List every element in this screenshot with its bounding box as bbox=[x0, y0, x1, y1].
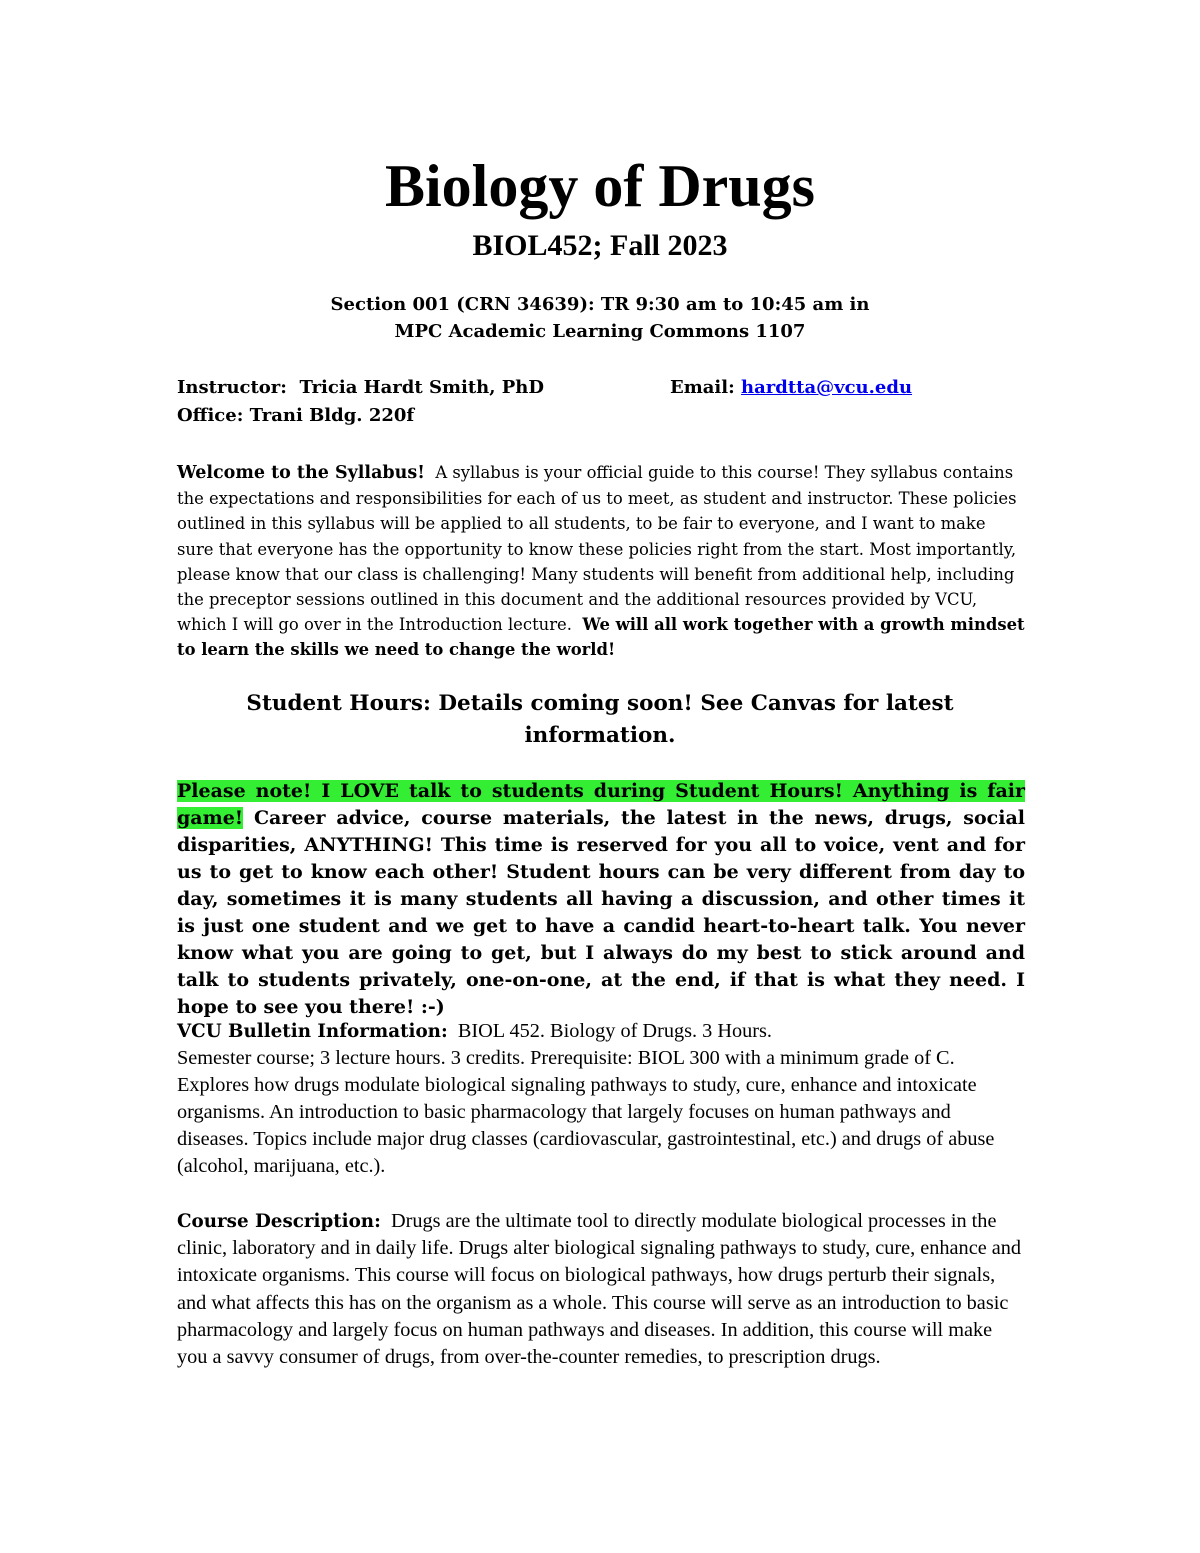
email-info bbox=[670, 374, 912, 402]
section-info-line-2: MPC Academic Learning Commons 1107 bbox=[394, 321, 806, 342]
welcome-closing: We will all work together with a growth mindset to learn the skills we need to change the world! bbox=[177, 615, 1025, 660]
office-info bbox=[177, 402, 414, 430]
welcome-body: A syllabus is your official guide to this course! They syllabus contains the expectations and responsibilities for each of us to meet, as student and instructor. These policies outlined in this syllabus will be applied to all students, to be fair to everyone, and I want to make sure that everyone has the opportunity to know these policies right from the start. Most importantly, please know that our class is challenging! Many students will benefit from additional help, including the preceptor sessions outlined in this document and the additional resources provided by VCU, which I will go over in the Introduction lecture. bbox=[177, 463, 1017, 635]
course-description-body: Drugs are the ultimate tool to directly modulate biological processes in the clinic, laboratory and in daily life. Drugs alter biological signaling pathways to study, cure, enhance and intoxicate organisms. This course will focus on biological pathways, how drugs perturb their signals, and what affects this has on the organism as a whole. This course will serve as an introduction to basic pharmacology and largely focus on human pathways and diseases. In addition, this course will make you a savvy consumer of drugs, from over-the-counter remedies, to prescription drugs. bbox=[177, 1210, 1022, 1369]
email-label: Email: bbox=[670, 377, 735, 398]
highlighted-note: Please note! I LOVE talk to students during Student Hours! Anything is fair game! bbox=[177, 780, 1025, 829]
email-link[interactable]: hardtta@vcu.edu bbox=[741, 377, 913, 398]
bulletin-body: Semester course; 3 lecture hours. 3 credits. Prerequisite: BIOL 300 with a minimum grade of C. Explores how drugs modulate biological signaling pathways to study, cure, enhance and intoxicate organisms. An introduction to basic pharmacology that largely focuses on human pathways and diseases. Topics include major drug classes (cardiovascular, gastrointestinal, etc.) and drugs of abuse (alcohol, marijuana, etc.). bbox=[177, 1047, 995, 1177]
student-hours-note bbox=[177, 778, 1025, 1021]
welcome-heading: Welcome to the Syllabus! bbox=[177, 463, 425, 483]
bulletin-title-line: BIOL 452. Biology of Drugs. 3 Hours. bbox=[457, 1020, 773, 1042]
student-hours-heading: Student Hours: Details coming soon! See Canvas for latest information. bbox=[246, 691, 954, 748]
course-code-term: BIOL452; Fall 2023 bbox=[472, 229, 728, 262]
course-description-heading: Course Description: bbox=[177, 1211, 381, 1232]
instructor-info bbox=[177, 374, 544, 402]
course-description-paragraph bbox=[177, 1208, 1027, 1371]
office-location: Trani Bldg. 220f bbox=[249, 405, 415, 426]
bulletin-paragraph bbox=[177, 1018, 1027, 1180]
student-hours-body: Career advice, course materials, the latest in the news, drugs, social disparities, ANYTHING! This time is reserved for you all to voice, vent and for us to get to know each other! Student hours can be very different from day to day, sometimes it is many students all having a discussion, and other times it is just one student and we get to have a candid heart-to-heart talk. You never know what you are going to get, but I always do my best to stick around and talk to students privately, one-on-one, at the end, if that is what they need. I hope to see you there! :-) bbox=[177, 807, 1025, 1018]
instructor-name: Tricia Hardt Smith, PhD bbox=[299, 377, 544, 398]
instructor-label: Instructor: bbox=[177, 377, 287, 398]
bulletin-heading: VCU Bulletin Information: bbox=[177, 1021, 448, 1042]
document-title: Biology of Drugs bbox=[384, 153, 816, 219]
welcome-paragraph bbox=[177, 460, 1027, 663]
office-label: Office: bbox=[177, 405, 244, 426]
section-info-line-1: Section 001 (CRN 34639): TR 9:30 am to 10:45 am in bbox=[330, 294, 870, 315]
